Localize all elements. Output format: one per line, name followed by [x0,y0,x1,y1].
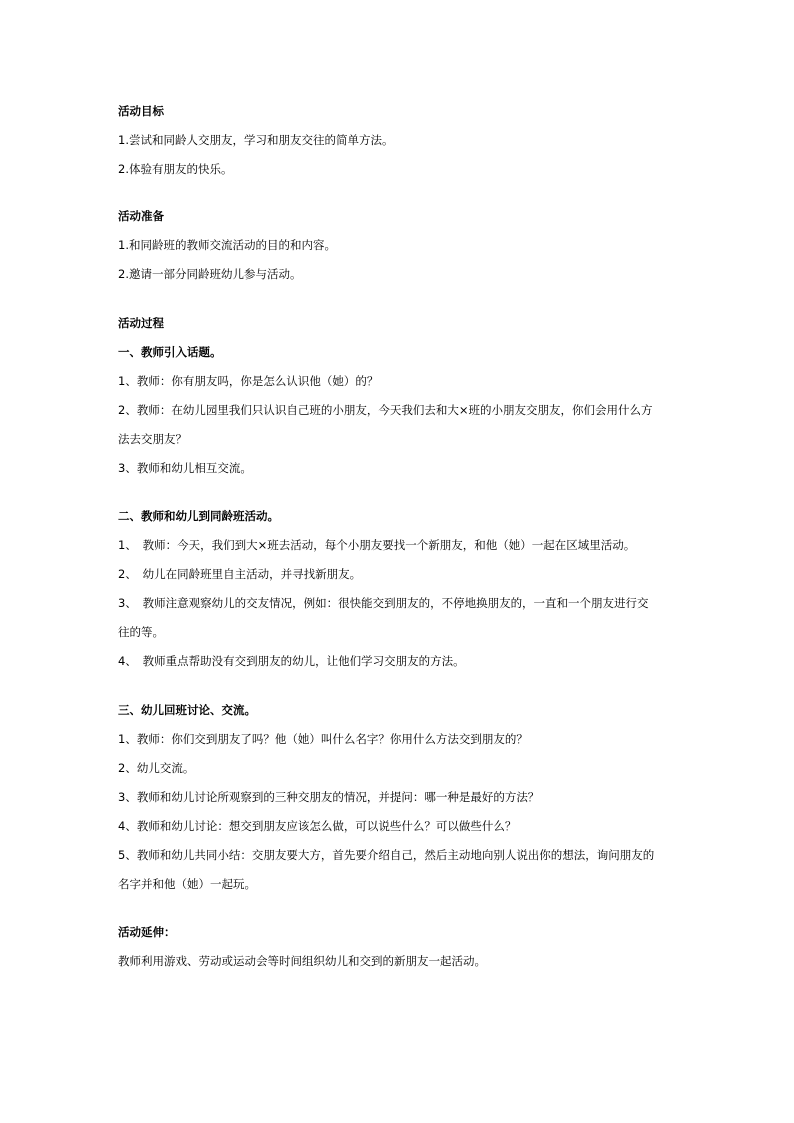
process-part2-line: 3、 教师注意观察幼儿的交友情况，例如：很快能交到朋友的，不停地换朋友的，一直和一个朋友进行交 [118,596,649,610]
section-title-process: 活动过程 [118,316,164,330]
process-part3-title: 三、幼儿回班讨论、交流。 [118,703,256,717]
process-part1-title: 一、教师引入话题。 [118,345,222,359]
section-title-goals: 活动目标 [118,104,164,118]
process-part3-line: 1、教师：你们交到朋友了吗？他（她）叫什么名字？你用什么方法交到朋友的？ [118,732,528,746]
process-part2-line: 2、 幼儿在同龄班里自主活动，并寻找新朋友。 [118,567,362,581]
process-part1-line: 3、教师和幼儿相互交流。 [118,461,252,475]
prep-item: 1.和同龄班的教师交流活动的目的和内容。 [118,238,336,252]
process-part2-line: 1、 教师：今天，我们到大×班去活动，每个小朋友要找一个新朋友，和他（她）一起在区域里活动。 [118,538,636,552]
process-part3-line: 5、教师和幼儿共同小结：交朋友要大方，首先要介绍自己，然后主动地向别人说出你的想法，询问朋友的 [118,848,655,862]
prep-item: 2.邀请一部分同龄班幼儿参与活动。 [118,267,302,281]
process-part2-line: 4、 教师重点帮助没有交到朋友的幼儿，让他们学习交朋友的方法。 [118,654,465,668]
process-part3-line: 4、教师和幼儿讨论：想交到朋友应该怎么做，可以说些什么？可以做些什么？ [118,819,517,833]
process-part2-line: 往的等。 [118,625,164,639]
extension-item: 教师利用游戏、劳动或运动会等时间组织幼儿和交到的新朋友一起活动。 [118,954,486,968]
section-title-preparation: 活动准备 [118,209,164,223]
process-part3-line: 名字并和他（她）一起玩。 [118,877,256,891]
goal-item: 2.体验有朋友的快乐。 [118,162,233,176]
process-part3-line: 3、教师和幼儿讨论所观察到的三种交朋友的情况，并提问：哪一种是最好的方法？ [118,790,540,804]
goal-item: 1.尝试和同龄人交朋友，学习和朋友交往的简单方法。 [118,133,394,147]
process-part1-line: 2、教师：在幼儿园里我们只认识自己班的小朋友，今天我们去和大×班的小朋友交朋友，你们会用什么方 [118,403,653,417]
process-part1-line: 法去交朋友？ [118,432,187,446]
process-part1-line: 1、教师：你有朋友吗，你是怎么认识他（她）的？ [118,374,379,388]
process-part3-line: 2、幼儿交流。 [118,761,195,775]
process-part2-title: 二、教师和幼儿到同龄班活动。 [118,509,279,523]
section-title-extension: 活动延伸： [118,925,176,939]
